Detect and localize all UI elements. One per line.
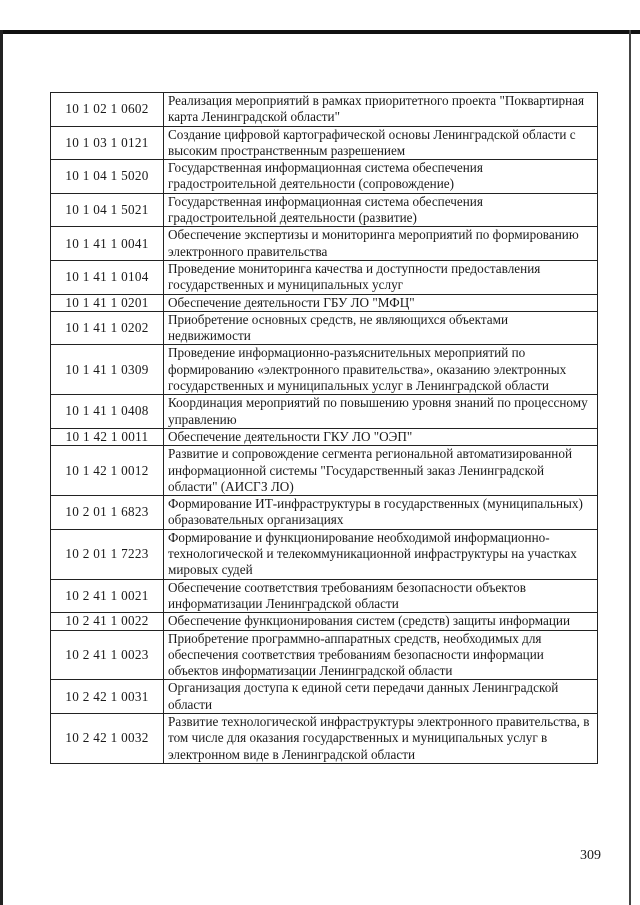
table-row	[51, 193, 598, 227]
row-description: Создание цифровой картографической основы Ленинградской области с высоким пространственным разрешением	[164, 126, 598, 160]
row-code: 10 1 41 1 0201	[51, 294, 164, 311]
table-row	[51, 260, 598, 294]
row-description: Обеспечение экспертизы и мониторинга мероприятий по формированию электронного правительства	[164, 227, 598, 261]
row-code: 10 2 41 1 0022	[51, 613, 164, 630]
table-row	[51, 126, 598, 160]
table-row	[51, 93, 598, 127]
row-description: Развитие и сопровождение сегмента региональной автоматизированной информационной системы "Государственный заказ Ленинградской области" (АИСГЗ ЛО)	[164, 446, 598, 496]
row-description: Обеспечение деятельности ГБУ ЛО "МФЦ"	[164, 294, 598, 311]
row-code: 10 1 41 1 0408	[51, 395, 164, 429]
table-row	[51, 529, 598, 579]
table-row	[51, 428, 598, 445]
row-code: 10 1 03 1 0121	[51, 126, 164, 160]
row-description: Проведение информационно-разъяснительных мероприятий по формированию «электронного правительства», оказанию электронных государственных и муниципальных услуг в Ленинградской области	[164, 345, 598, 395]
row-code: 10 2 41 1 0023	[51, 630, 164, 680]
row-description: Приобретение программно-аппаратных средств, необходимых для обеспечения соответствия требованиям безопасности информации объектов информатизации Ленинградской области	[164, 630, 598, 680]
row-description: Обеспечение деятельности ГКУ ЛО "ОЭП"	[164, 428, 598, 445]
budget-codes-table	[50, 92, 598, 764]
table-row	[51, 294, 598, 311]
table-row	[51, 160, 598, 194]
table-row	[51, 395, 598, 429]
row-description: Формирование ИТ-инфраструктуры в государственных (муниципальных) образовательных организациях	[164, 496, 598, 530]
row-description: Обеспечение функционирования систем (средств) защиты информации	[164, 613, 598, 630]
row-description: Государственная информационная система обеспечения градостроительной деятельности (сопровождение)	[164, 160, 598, 194]
row-code: 10 1 04 1 5020	[51, 160, 164, 194]
table-row	[51, 496, 598, 530]
row-description: Реализация мероприятий в рамках приоритетного проекта "Поквартирная карта Ленинградской области"	[164, 93, 598, 127]
page-right-border	[629, 30, 631, 905]
page-number: 309	[580, 848, 601, 863]
row-description: Обеспечение соответствия требованиям безопасности объектов информатизации Ленинградской области	[164, 579, 598, 613]
page-top-border	[0, 30, 640, 34]
row-code: 10 2 42 1 0031	[51, 680, 164, 714]
row-code: 10 2 42 1 0032	[51, 713, 164, 763]
row-code: 10 1 42 1 0011	[51, 428, 164, 445]
table-row	[51, 680, 598, 714]
table-row	[51, 227, 598, 261]
row-code: 10 2 41 1 0021	[51, 579, 164, 613]
row-code: 10 1 41 1 0041	[51, 227, 164, 261]
row-code: 10 1 02 1 0602	[51, 93, 164, 127]
row-code: 10 1 41 1 0202	[51, 311, 164, 345]
table-row	[51, 579, 598, 613]
row-description: Формирование и функционирование необходимой информационно-технологической и телекоммуникационной инфраструктуры на участках мировых судей	[164, 529, 598, 579]
row-description: Приобретение основных средств, не являющихся объектами недвижимости	[164, 311, 598, 345]
row-description: Организация доступа к единой сети передачи данных Ленинградской области	[164, 680, 598, 714]
row-code: 10 1 41 1 0309	[51, 345, 164, 395]
row-code: 10 1 41 1 0104	[51, 260, 164, 294]
table-row	[51, 613, 598, 630]
row-description: Проведение мониторинга качества и доступности предоставления государственных и муниципальных услуг	[164, 260, 598, 294]
row-description: Государственная информационная система обеспечения градостроительной деятельности (развитие)	[164, 193, 598, 227]
table-row	[51, 446, 598, 496]
table-row	[51, 311, 598, 345]
row-description: Развитие технологической инфраструктуры электронного правительства, в том числе для оказания государственных и муниципальных услуг в электронном виде в Ленинградской области	[164, 713, 598, 763]
row-code: 10 2 01 1 6823	[51, 496, 164, 530]
row-description: Координация мероприятий по повышению уровня знаний по процессному управлению	[164, 395, 598, 429]
row-code: 10 2 01 1 7223	[51, 529, 164, 579]
table-row	[51, 345, 598, 395]
table-row	[51, 713, 598, 763]
row-code: 10 1 42 1 0012	[51, 446, 164, 496]
table-row	[51, 630, 598, 680]
page-left-border	[0, 30, 3, 905]
row-code: 10 1 04 1 5021	[51, 193, 164, 227]
